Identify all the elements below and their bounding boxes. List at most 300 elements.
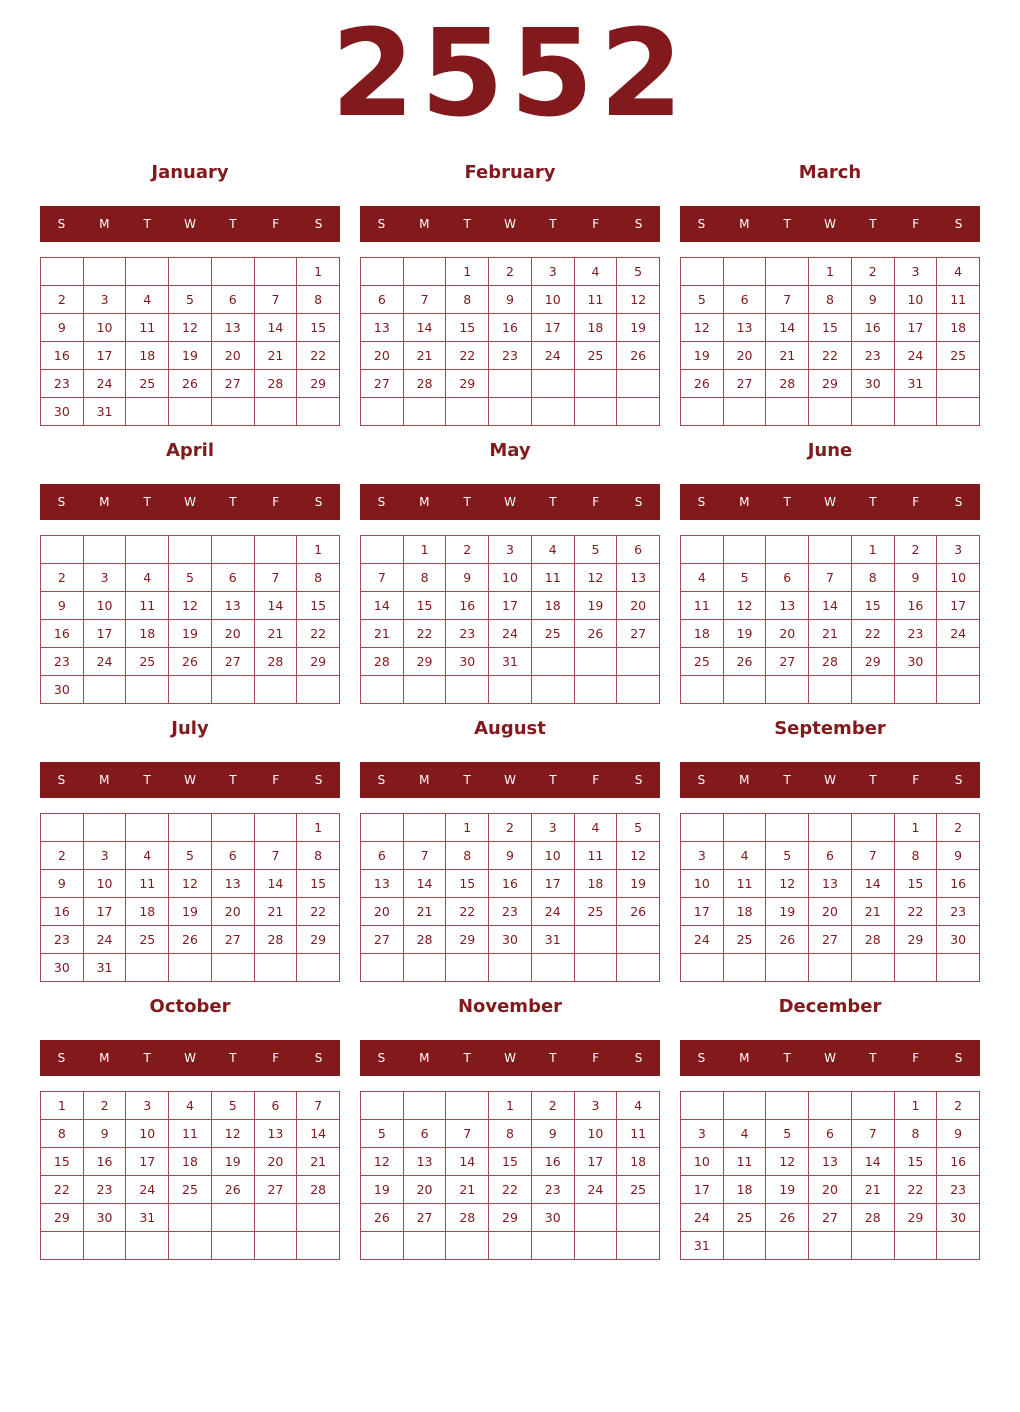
- day-cell: 18: [169, 1148, 212, 1176]
- day-cell: 1: [446, 814, 489, 842]
- weekday-label: T: [143, 217, 151, 231]
- day-cell: 19: [169, 342, 212, 370]
- day-cell: 5: [617, 814, 660, 842]
- weekday-header: [360, 762, 660, 798]
- empty-day-cell: [404, 676, 447, 704]
- empty-day-cell: [575, 648, 618, 676]
- empty-day-cell: [126, 1232, 169, 1260]
- day-cell: 15: [489, 1148, 532, 1176]
- day-cell: 30: [852, 370, 895, 398]
- day-cell: 6: [809, 1120, 852, 1148]
- day-cell: 8: [297, 564, 340, 592]
- day-cell: 15: [852, 592, 895, 620]
- month-april: [40, 434, 340, 704]
- empty-day-cell: [724, 814, 767, 842]
- empty-day-cell: [255, 954, 298, 982]
- day-cell: 19: [681, 342, 724, 370]
- empty-day-cell: [297, 1232, 340, 1260]
- month-june: [680, 434, 980, 704]
- empty-day-cell: [532, 954, 575, 982]
- day-cell: 16: [41, 620, 84, 648]
- weekday-label: W: [824, 217, 836, 231]
- day-cell: 28: [361, 648, 404, 676]
- day-cell: 17: [681, 1176, 724, 1204]
- day-cell: 21: [255, 620, 298, 648]
- weekday-header: [40, 484, 340, 520]
- empty-day-cell: [41, 258, 84, 286]
- day-cell: 21: [297, 1148, 340, 1176]
- day-cell: 14: [404, 870, 447, 898]
- month-name: August: [474, 718, 546, 739]
- empty-day-cell: [617, 926, 660, 954]
- month-name: October: [149, 996, 231, 1017]
- day-cell: 17: [84, 898, 127, 926]
- day-cell: 13: [212, 870, 255, 898]
- empty-day-cell: [169, 1232, 212, 1260]
- day-cell: 14: [852, 870, 895, 898]
- day-cell: 21: [255, 898, 298, 926]
- day-cell: 16: [41, 342, 84, 370]
- day-cell: 3: [532, 814, 575, 842]
- day-cell: 4: [575, 258, 618, 286]
- day-cell: 8: [297, 842, 340, 870]
- day-grid: [680, 257, 980, 426]
- month-name: November: [457, 996, 563, 1017]
- day-cell: 10: [532, 842, 575, 870]
- day-cell: 14: [255, 870, 298, 898]
- day-cell: 15: [41, 1148, 84, 1176]
- day-cell: 25: [724, 926, 767, 954]
- weekday-label: T: [549, 773, 557, 787]
- day-cell: 3: [532, 258, 575, 286]
- empty-day-cell: [489, 954, 532, 982]
- day-cell: 16: [41, 898, 84, 926]
- day-cell: 24: [126, 1176, 169, 1204]
- empty-day-cell: [724, 398, 767, 426]
- weekday-header: [40, 1040, 340, 1076]
- empty-day-cell: [852, 814, 895, 842]
- weekday-label: W: [504, 1051, 516, 1065]
- day-cell: 24: [681, 1204, 724, 1232]
- day-cell: 16: [489, 314, 532, 342]
- weekday-header: [360, 484, 660, 520]
- weekday-label: S: [634, 1051, 643, 1065]
- day-cell: 4: [169, 1092, 212, 1120]
- day-grid: [680, 813, 980, 982]
- day-cell: 19: [724, 620, 767, 648]
- day-cell: 14: [255, 592, 298, 620]
- day-cell: 17: [937, 592, 980, 620]
- empty-day-cell: [617, 1204, 660, 1232]
- day-cell: 11: [617, 1120, 660, 1148]
- weekday-label: W: [184, 495, 196, 509]
- empty-day-cell: [852, 398, 895, 426]
- day-cell: 24: [532, 342, 575, 370]
- empty-day-cell: [84, 536, 127, 564]
- day-cell: 8: [895, 1120, 938, 1148]
- empty-day-cell: [255, 1204, 298, 1232]
- empty-day-cell: [852, 1092, 895, 1120]
- day-cell: 18: [575, 870, 618, 898]
- day-cell: 7: [766, 286, 809, 314]
- empty-day-cell: [126, 258, 169, 286]
- day-cell: 29: [895, 1204, 938, 1232]
- empty-day-cell: [809, 1232, 852, 1260]
- empty-day-cell: [297, 676, 340, 704]
- day-cell: 5: [617, 258, 660, 286]
- empty-day-cell: [724, 1092, 767, 1120]
- day-cell: 22: [41, 1176, 84, 1204]
- weekday-label: M: [739, 1051, 750, 1065]
- day-cell: 18: [575, 314, 618, 342]
- day-cell: 9: [489, 842, 532, 870]
- empty-day-cell: [84, 258, 127, 286]
- day-grid: [40, 813, 340, 982]
- day-cell: 21: [852, 898, 895, 926]
- empty-day-cell: [809, 814, 852, 842]
- day-cell: 28: [809, 648, 852, 676]
- weekday-label: F: [912, 217, 920, 231]
- empty-day-cell: [532, 648, 575, 676]
- empty-day-cell: [255, 398, 298, 426]
- weekday-label: W: [504, 495, 516, 509]
- day-cell: 12: [361, 1148, 404, 1176]
- weekday-label: W: [184, 1051, 196, 1065]
- day-cell: 27: [617, 620, 660, 648]
- day-cell: 15: [404, 592, 447, 620]
- weekday-label: S: [954, 495, 963, 509]
- day-cell: 12: [681, 314, 724, 342]
- day-cell: 28: [404, 370, 447, 398]
- empty-day-cell: [532, 370, 575, 398]
- empty-day-cell: [617, 648, 660, 676]
- empty-day-cell: [809, 536, 852, 564]
- day-cell: 2: [489, 814, 532, 842]
- calendar-year: 2552: [331, 5, 689, 144]
- day-cell: 8: [446, 286, 489, 314]
- day-cell: 9: [489, 286, 532, 314]
- empty-day-cell: [361, 1232, 404, 1260]
- weekday-label: S: [57, 1051, 66, 1065]
- day-cell: 5: [724, 564, 767, 592]
- day-cell: 2: [532, 1092, 575, 1120]
- day-cell: 18: [617, 1148, 660, 1176]
- day-cell: 6: [361, 286, 404, 314]
- day-cell: 27: [361, 370, 404, 398]
- day-cell: 4: [617, 1092, 660, 1120]
- empty-day-cell: [766, 1232, 809, 1260]
- day-cell: 7: [446, 1120, 489, 1148]
- weekday-label: F: [592, 217, 600, 231]
- day-cell: 11: [681, 592, 724, 620]
- day-cell: 11: [126, 870, 169, 898]
- weekday-label: T: [869, 1051, 877, 1065]
- day-cell: 19: [575, 592, 618, 620]
- day-cell: 2: [937, 814, 980, 842]
- day-cell: 14: [404, 314, 447, 342]
- day-cell: 11: [937, 286, 980, 314]
- day-cell: 14: [255, 314, 298, 342]
- weekday-label: W: [504, 217, 516, 231]
- empty-day-cell: [895, 676, 938, 704]
- empty-day-cell: [681, 258, 724, 286]
- day-cell: 10: [84, 314, 127, 342]
- day-cell: 13: [361, 870, 404, 898]
- day-cell: 4: [126, 286, 169, 314]
- day-cell: 6: [404, 1120, 447, 1148]
- day-cell: 8: [446, 842, 489, 870]
- day-cell: 7: [852, 842, 895, 870]
- empty-day-cell: [724, 536, 767, 564]
- day-cell: 11: [169, 1120, 212, 1148]
- day-cell: 16: [852, 314, 895, 342]
- day-cell: 14: [446, 1148, 489, 1176]
- empty-day-cell: [169, 954, 212, 982]
- empty-day-cell: [41, 814, 84, 842]
- day-cell: 6: [212, 564, 255, 592]
- day-cell: 17: [532, 314, 575, 342]
- day-cell: 24: [575, 1176, 618, 1204]
- day-cell: 1: [489, 1092, 532, 1120]
- month-september: [680, 712, 980, 982]
- empty-day-cell: [532, 1232, 575, 1260]
- day-grid: [360, 813, 660, 982]
- weekday-label: S: [954, 773, 963, 787]
- day-cell: 28: [255, 370, 298, 398]
- day-cell: 2: [937, 1092, 980, 1120]
- empty-day-cell: [895, 398, 938, 426]
- day-cell: 19: [766, 898, 809, 926]
- day-cell: 11: [575, 286, 618, 314]
- day-cell: 15: [895, 1148, 938, 1176]
- day-cell: 20: [212, 898, 255, 926]
- empty-day-cell: [617, 676, 660, 704]
- empty-day-cell: [532, 398, 575, 426]
- day-cell: 23: [41, 648, 84, 676]
- day-cell: 8: [41, 1120, 84, 1148]
- day-cell: 27: [766, 648, 809, 676]
- day-cell: 23: [84, 1176, 127, 1204]
- day-cell: 29: [446, 926, 489, 954]
- month-december: [680, 990, 980, 1260]
- day-cell: 8: [852, 564, 895, 592]
- weekday-label: W: [184, 773, 196, 787]
- day-cell: 19: [617, 314, 660, 342]
- day-cell: 3: [84, 842, 127, 870]
- empty-day-cell: [84, 676, 127, 704]
- day-cell: 11: [724, 1148, 767, 1176]
- empty-day-cell: [617, 370, 660, 398]
- weekday-header: [360, 1040, 660, 1076]
- day-cell: 22: [809, 342, 852, 370]
- day-cell: 24: [489, 620, 532, 648]
- weekday-label: S: [377, 773, 386, 787]
- day-cell: 23: [41, 370, 84, 398]
- empty-day-cell: [297, 954, 340, 982]
- weekday-label: T: [869, 495, 877, 509]
- weekday-label: M: [739, 773, 750, 787]
- weekday-header: [680, 1040, 980, 1076]
- day-grid: [40, 1091, 340, 1260]
- day-cell: 25: [169, 1176, 212, 1204]
- day-cell: 5: [169, 564, 212, 592]
- day-cell: 3: [895, 258, 938, 286]
- day-cell: 21: [766, 342, 809, 370]
- day-cell: 28: [255, 648, 298, 676]
- empty-day-cell: [169, 258, 212, 286]
- day-cell: 24: [937, 620, 980, 648]
- empty-day-cell: [212, 676, 255, 704]
- day-cell: 29: [404, 648, 447, 676]
- day-cell: 20: [724, 342, 767, 370]
- weekday-label: S: [634, 495, 643, 509]
- day-cell: 22: [895, 1176, 938, 1204]
- day-cell: 11: [532, 564, 575, 592]
- day-cell: 18: [937, 314, 980, 342]
- day-cell: 9: [937, 842, 980, 870]
- day-cell: 19: [766, 1176, 809, 1204]
- weekday-label: M: [99, 1051, 110, 1065]
- day-cell: 18: [126, 898, 169, 926]
- empty-day-cell: [766, 258, 809, 286]
- day-cell: 4: [532, 536, 575, 564]
- weekday-label: M: [419, 217, 430, 231]
- day-cell: 9: [446, 564, 489, 592]
- day-cell: 13: [617, 564, 660, 592]
- day-cell: 27: [361, 926, 404, 954]
- day-cell: 11: [724, 870, 767, 898]
- day-cell: 23: [41, 926, 84, 954]
- day-cell: 7: [809, 564, 852, 592]
- day-grid: [360, 257, 660, 426]
- day-cell: 10: [84, 870, 127, 898]
- month-name: February: [464, 162, 556, 183]
- empty-day-cell: [681, 398, 724, 426]
- day-cell: 2: [41, 842, 84, 870]
- day-cell: 31: [84, 398, 127, 426]
- day-cell: 25: [126, 648, 169, 676]
- day-cell: 29: [446, 370, 489, 398]
- empty-day-cell: [212, 1204, 255, 1232]
- day-cell: 3: [681, 842, 724, 870]
- day-cell: 14: [809, 592, 852, 620]
- day-cell: 25: [617, 1176, 660, 1204]
- weekday-label: T: [463, 495, 471, 509]
- day-cell: 13: [724, 314, 767, 342]
- weekday-label: S: [697, 773, 706, 787]
- day-cell: 1: [41, 1092, 84, 1120]
- empty-day-cell: [361, 258, 404, 286]
- day-cell: 3: [575, 1092, 618, 1120]
- month-august: [360, 712, 660, 982]
- day-cell: 25: [532, 620, 575, 648]
- day-cell: 11: [575, 842, 618, 870]
- empty-day-cell: [212, 954, 255, 982]
- day-cell: 23: [532, 1176, 575, 1204]
- weekday-label: W: [504, 773, 516, 787]
- day-cell: 3: [681, 1120, 724, 1148]
- weekday-label: S: [377, 1051, 386, 1065]
- day-cell: 28: [404, 926, 447, 954]
- day-cell: 14: [766, 314, 809, 342]
- weekday-label: T: [143, 1051, 151, 1065]
- day-cell: 30: [446, 648, 489, 676]
- day-cell: 4: [937, 258, 980, 286]
- month-name: December: [778, 996, 882, 1017]
- weekday-label: S: [57, 773, 66, 787]
- day-cell: 17: [895, 314, 938, 342]
- weekday-label: S: [954, 1051, 963, 1065]
- day-cell: 17: [681, 898, 724, 926]
- day-cell: 11: [126, 592, 169, 620]
- day-cell: 2: [84, 1092, 127, 1120]
- day-cell: 12: [169, 592, 212, 620]
- day-cell: 26: [617, 898, 660, 926]
- empty-day-cell: [446, 676, 489, 704]
- empty-day-cell: [852, 954, 895, 982]
- day-cell: 17: [84, 620, 127, 648]
- day-cell: 23: [937, 1176, 980, 1204]
- day-cell: 17: [575, 1148, 618, 1176]
- empty-day-cell: [724, 954, 767, 982]
- empty-day-cell: [617, 398, 660, 426]
- empty-day-cell: [404, 814, 447, 842]
- empty-day-cell: [766, 676, 809, 704]
- day-cell: 9: [937, 1120, 980, 1148]
- day-cell: 1: [446, 258, 489, 286]
- empty-day-cell: [126, 398, 169, 426]
- day-cell: 7: [404, 286, 447, 314]
- day-cell: 10: [895, 286, 938, 314]
- day-cell: 6: [617, 536, 660, 564]
- month-name: September: [774, 718, 886, 739]
- day-cell: 9: [84, 1120, 127, 1148]
- day-cell: 26: [575, 620, 618, 648]
- day-cell: 13: [255, 1120, 298, 1148]
- empty-day-cell: [361, 398, 404, 426]
- day-cell: 28: [852, 926, 895, 954]
- day-cell: 17: [126, 1148, 169, 1176]
- day-cell: 29: [297, 370, 340, 398]
- empty-day-cell: [724, 676, 767, 704]
- empty-day-cell: [169, 1204, 212, 1232]
- day-cell: 4: [681, 564, 724, 592]
- empty-day-cell: [126, 676, 169, 704]
- weekday-label: T: [783, 773, 791, 787]
- weekday-label: F: [592, 495, 600, 509]
- day-cell: 23: [937, 898, 980, 926]
- day-cell: 27: [212, 926, 255, 954]
- weekday-label: T: [783, 495, 791, 509]
- empty-day-cell: [937, 676, 980, 704]
- empty-day-cell: [169, 676, 212, 704]
- day-cell: 25: [126, 370, 169, 398]
- weekday-label: F: [912, 1051, 920, 1065]
- month-july: [40, 712, 340, 982]
- day-cell: 29: [41, 1204, 84, 1232]
- weekday-header: [680, 762, 980, 798]
- day-cell: 7: [852, 1120, 895, 1148]
- day-cell: 20: [809, 1176, 852, 1204]
- weekday-label: T: [143, 495, 151, 509]
- empty-day-cell: [766, 398, 809, 426]
- day-cell: 20: [766, 620, 809, 648]
- empty-day-cell: [41, 536, 84, 564]
- weekday-label: F: [912, 773, 920, 787]
- day-cell: 29: [809, 370, 852, 398]
- empty-day-cell: [255, 1232, 298, 1260]
- day-cell: 31: [532, 926, 575, 954]
